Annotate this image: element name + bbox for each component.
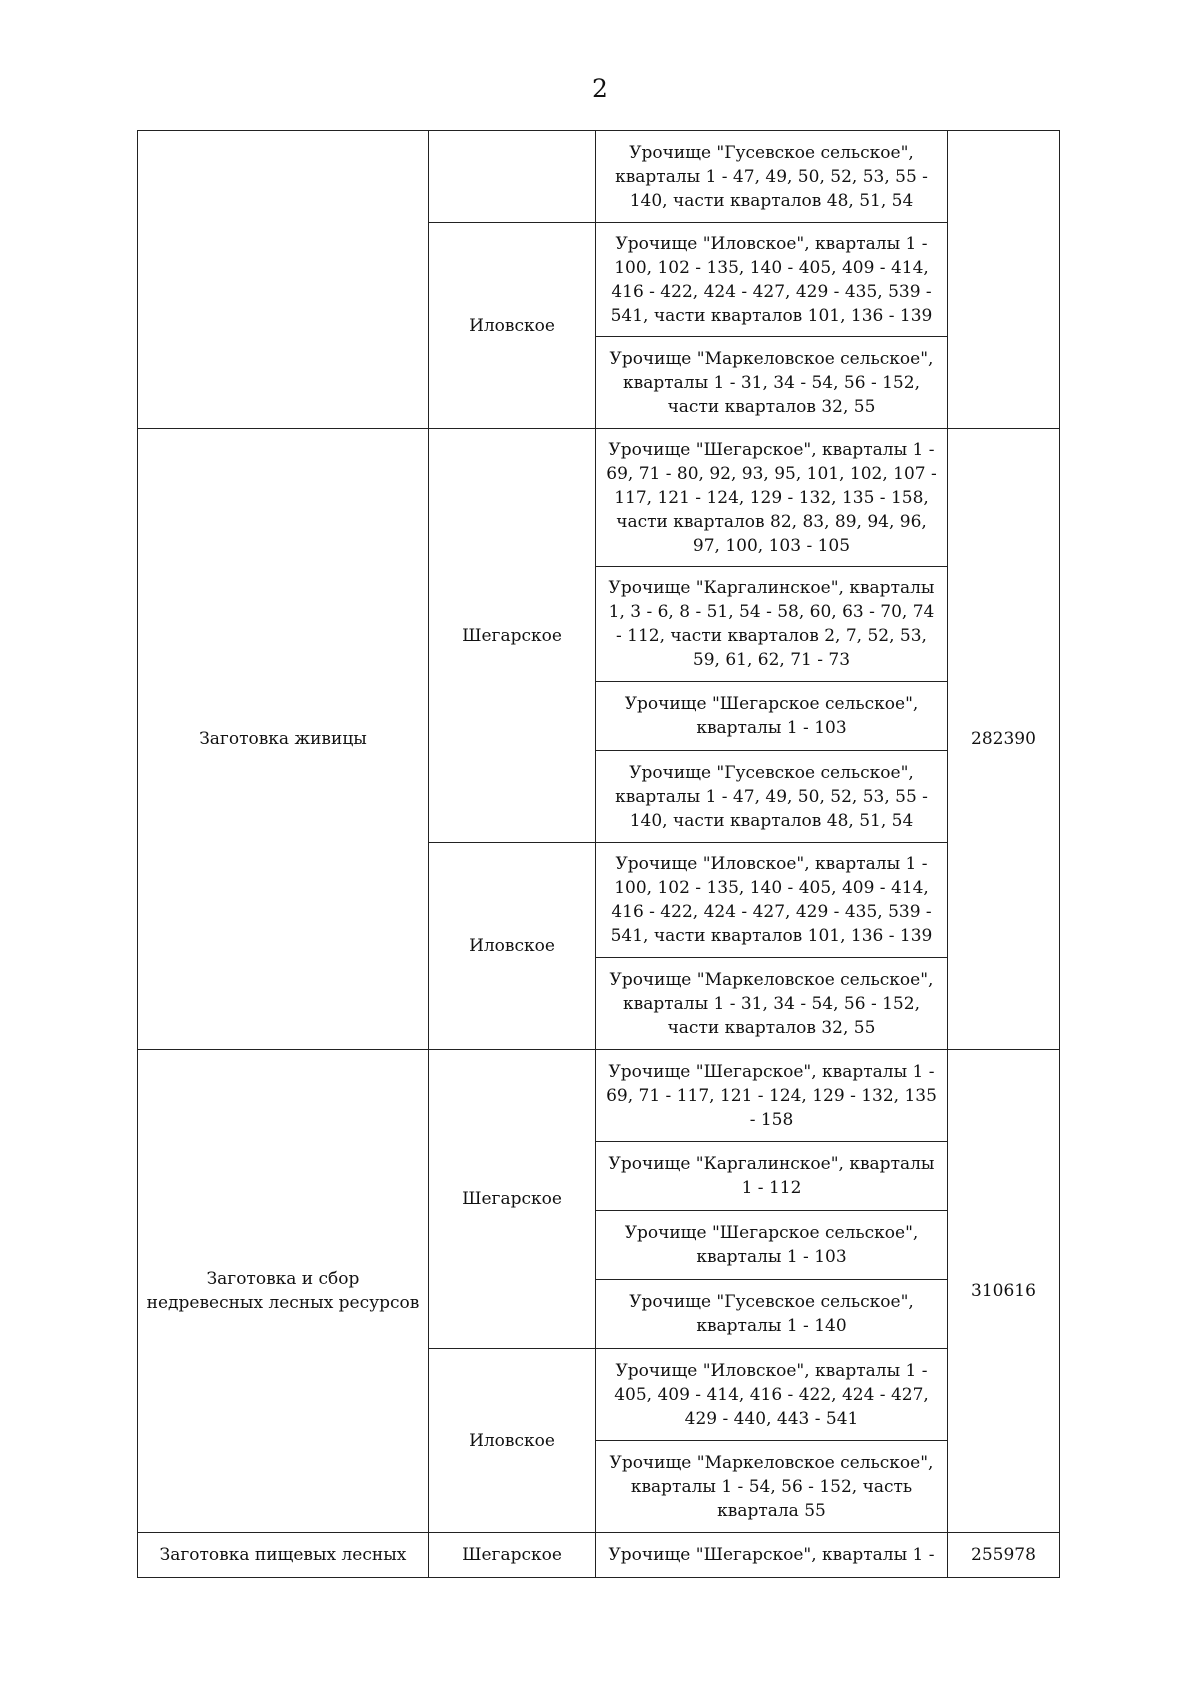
page-number: 2 (592, 74, 608, 103)
area-cell: 310616 (948, 1050, 1060, 1533)
district-cell: Шегарское (429, 1533, 596, 1578)
table-row (138, 1533, 1060, 1578)
tract-cell: Урочище "Каргалинское", кварталы 1, 3 - 6, 8 - 51, 54 - 58, 60, 63 - 70, 74 - 112, части кварталов 2, 7, 52, 53, 59, 61, 62, 71 - 73 (596, 567, 948, 682)
tract-cell: Урочище "Шегарское", кварталы 1 - 69, 71 - 80, 92, 93, 95, 101, 102, 107 - 117, 121 - 124, 129 - 132, 135 - 158, части кварталов 82, 83, 89, 94, 96, 97, 100, 103 - 105 (596, 429, 948, 567)
district-cell (429, 131, 596, 223)
tract-cell: Урочище "Гусевское сельское", кварталы 1 - 47, 49, 50, 52, 53, 55 - 140, части кварталов 48, 51, 54 (596, 751, 948, 843)
district-cell: Иловское (429, 843, 596, 1050)
district-cell: Иловское (429, 1349, 596, 1533)
tract-cell: Урочище "Шегарское сельское", кварталы 1 - 103 (596, 682, 948, 751)
tract-cell: Урочище "Иловское", кварталы 1 - 100, 102 - 135, 140 - 405, 409 - 414, 416 - 422, 424 - 427, 429 - 435, 539 - 541, части кварталов 101, 136 - 139 (596, 843, 948, 958)
activity-cell (138, 131, 429, 429)
tract-cell: Урочище "Шегарское сельское", кварталы 1 - 103 (596, 1211, 948, 1280)
tract-cell: Урочище "Маркеловское сельское", кварталы 1 - 31, 34 - 54, 56 - 152, части кварталов 32, 55 (596, 958, 948, 1050)
activity-cell: Заготовка живицы (138, 429, 429, 1050)
activity-cell: Заготовка пищевых лесных (138, 1533, 429, 1578)
tract-cell: Урочище "Маркеловское сельское", кварталы 1 - 54, 56 - 152, часть квартала 55 (596, 1441, 948, 1533)
area-cell: 282390 (948, 429, 1060, 1050)
district-cell: Шегарское (429, 1050, 596, 1349)
table-row (138, 1050, 1060, 1142)
tract-cell: Урочище "Иловское", кварталы 1 - 405, 409 - 414, 416 - 422, 424 - 427, 429 - 440, 443 - 541 (596, 1349, 948, 1441)
district-cell: Иловское (429, 223, 596, 429)
tract-cell: Урочище "Шегарское", кварталы 1 - 69, 71 - 117, 121 - 124, 129 - 132, 135 - 158 (596, 1050, 948, 1142)
table-row (138, 429, 1060, 567)
table-row (138, 131, 1060, 223)
district-cell: Шегарское (429, 429, 596, 843)
tract-cell: Урочище "Гусевское сельское", кварталы 1 - 140 (596, 1280, 948, 1349)
forest-use-table (137, 130, 1060, 1578)
area-cell (948, 131, 1060, 429)
tract-cell: Урочище "Шегарское", кварталы 1 - (596, 1533, 948, 1578)
area-cell: 255978 (948, 1533, 1060, 1578)
tract-cell: Урочище "Гусевское сельское", кварталы 1 - 47, 49, 50, 52, 53, 55 - 140, части кварталов 48, 51, 54 (596, 131, 948, 223)
activity-cell: Заготовка и сбор недревесных лесных ресурсов (138, 1050, 429, 1533)
tract-cell: Урочище "Каргалинское", кварталы 1 - 112 (596, 1142, 948, 1211)
tract-cell: Урочище "Иловское", кварталы 1 - 100, 102 - 135, 140 - 405, 409 - 414, 416 - 422, 424 - 427, 429 - 435, 539 - 541, части кварталов 101, 136 - 139 (596, 223, 948, 337)
tract-cell: Урочище "Маркеловское сельское", кварталы 1 - 31, 34 - 54, 56 - 152, части кварталов 32, 55 (596, 337, 948, 429)
